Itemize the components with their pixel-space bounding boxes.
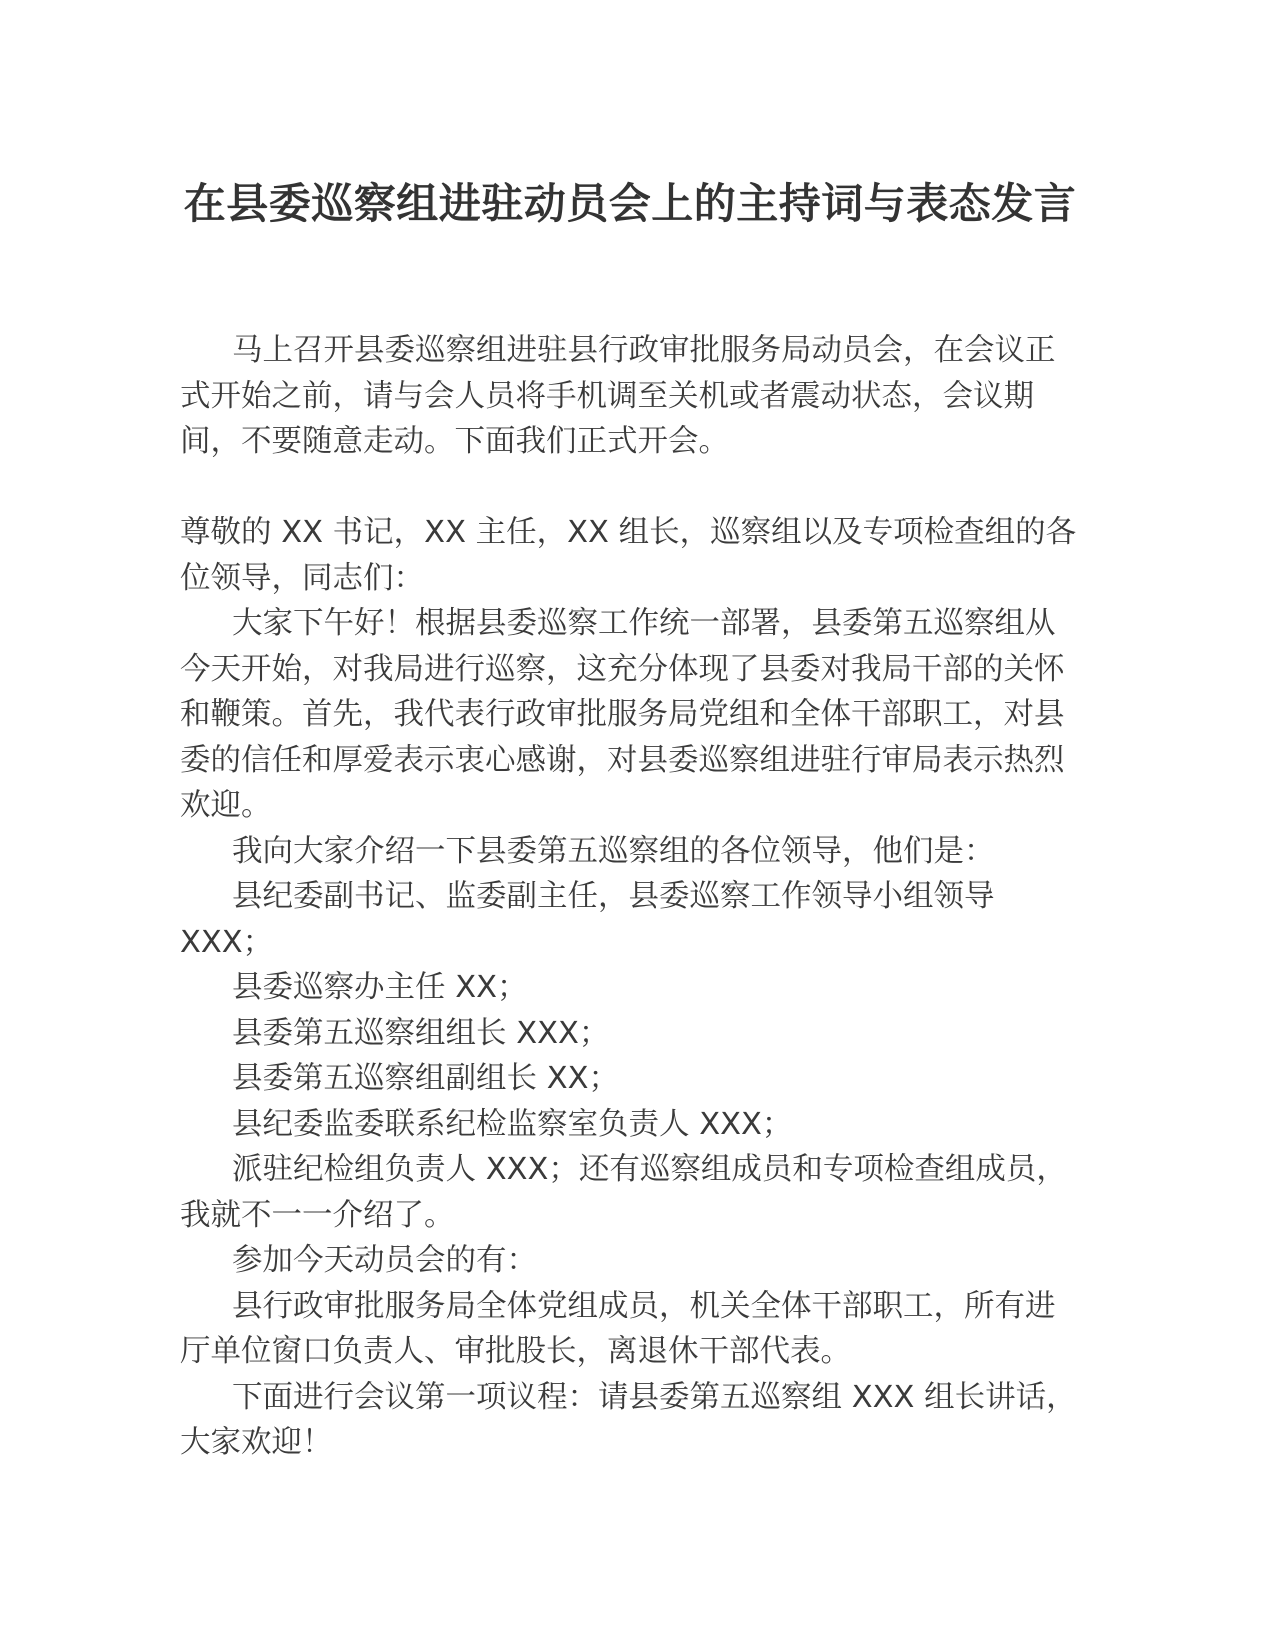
introduction-paragraph: 我向大家介绍一下县委第五巡察组的各位领导，他们是：	[232, 833, 995, 869]
leader-list-item: 县纪委副书记、监委副主任，县委巡察工作领导小组领导 XXX；	[180, 879, 1005, 960]
paragraph-gap	[180, 465, 1080, 511]
opening-paragraph: 马上召开县委巡察组进驻县行政审批服务局动员会，在会议正式开始之前，请与会人员将手机调至关机或者震动状态，会议期间，不要随意走动。下面我们正式开会。	[180, 333, 1056, 459]
leader-list-item: 县委第五巡察组副组长 XX；	[232, 1061, 619, 1096]
document-title: 在县委巡察组进驻动员会上的主持词与表态发言	[183, 179, 1077, 228]
leader-list-item: 派驻纪检组负责人 XXX；还有巡察组成员和专项检查组成员，我就不一一介绍了。	[180, 1152, 1067, 1233]
salutation-paragraph: 尊敬的 XX 书记，XX 主任，XX 组长，巡察组以及专项检查组的各位领导，同志们：	[180, 515, 1077, 596]
leader-list-item: 县委第五巡察组组长 XXX；	[232, 1015, 610, 1051]
welcome-paragraph: 大家下午好！根据县委巡察工作统一部署，县委第五巡察组从今天开始，对我局进行巡察，这充分体现了县委对我局干部的关怀和鞭策。首先，我代表行政审批服务局党组和全体干部职工，对县委的信任和厚爱表示衷心感谢，对县委巡察组进驻行审局表示热烈欢迎。	[180, 606, 1065, 823]
attendees-paragraph: 县行政审批服务局全体党组成员，机关全体干部职工，所有进厅单位窗口负责人、审批股长，离退休干部代表。	[180, 1288, 1056, 1369]
leader-list-item: 县委巡察办主任 XX；	[232, 970, 528, 1005]
agenda-paragraph: 下面进行会议第一项议程：请县委第五巡察组 XXX 组长讲话，大家欢迎！	[180, 1379, 1077, 1460]
attendees-heading-paragraph: 参加今天动员会的有：	[232, 1243, 537, 1278]
document-body	[180, 328, 1080, 1466]
leader-list-item: 县纪委监委联系纪检监察室负责人 XXX；	[232, 1106, 793, 1142]
